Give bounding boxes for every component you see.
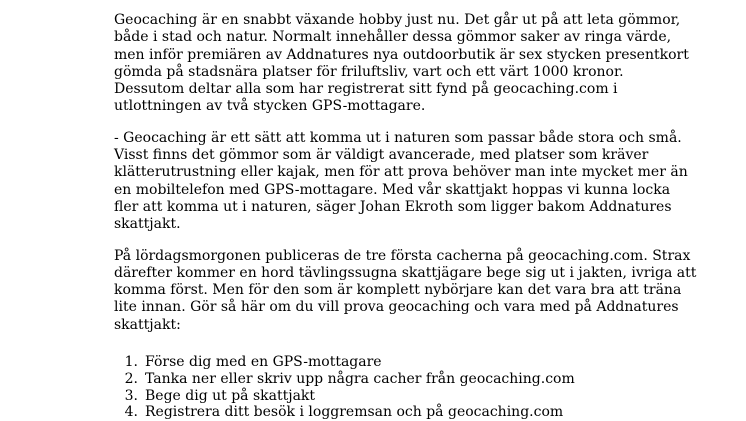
paragraph-line: men inför premiären av Addnatures nya outdoorbutik är sex stycken presentkort bbox=[114, 46, 689, 63]
steps-list bbox=[114, 354, 724, 421]
list-item-number: 3. bbox=[124, 387, 138, 404]
list-item bbox=[114, 354, 724, 371]
list-item-text: Registrera ditt besök i loggremsan och på geocaching.com bbox=[145, 404, 564, 421]
paragraph-line: gömda på stadsnära platser för friluftsliv, vart och ett värt 1000 kronor. bbox=[114, 63, 624, 80]
paragraph-line: Geocaching är en snabbt växande hobby just nu. Det går ut på att leta gömmor, bbox=[114, 12, 681, 28]
paragraph-line: - Geocaching är ett sätt att komma ut i naturen som passar både stora och små. bbox=[114, 129, 682, 146]
list-item bbox=[114, 388, 724, 405]
paragraph-line: Dessutom deltar alla som har registrerat sitt fynd på geocaching.com i bbox=[114, 81, 618, 98]
paragraph-line: skattjakt. bbox=[114, 216, 181, 233]
list-item-text: Tanka ner eller skriv upp några cacher från geocaching.com bbox=[145, 370, 575, 387]
paragraph-line: utlottningen av två stycken GPS-mottagare. bbox=[114, 98, 426, 115]
list-item-number: 4. bbox=[124, 404, 138, 421]
list-item-text: Förse dig med en GPS-mottagare bbox=[145, 354, 382, 371]
paragraph-line: skattjakt: bbox=[114, 316, 181, 333]
paragraph-line: fler att komma ut i naturen, säger Johan Ekroth som ligger bakom Addnatures bbox=[114, 198, 672, 215]
list-item-number: 2. bbox=[124, 370, 138, 387]
paragraph-line: lite innan. Gör så här om du vill prova geocaching och vara med på Addnatures bbox=[114, 299, 679, 316]
intro-paragraph bbox=[114, 12, 724, 116]
paragraph-line: både i stad och natur. Normalt innehåller dessa gömmor saker av ringa värde, bbox=[114, 29, 672, 46]
schedule-paragraph bbox=[114, 248, 724, 334]
list-item bbox=[114, 371, 724, 388]
list-item-number: 1. bbox=[124, 354, 138, 371]
list-item-text: Bege dig ut på skattjakt bbox=[145, 387, 316, 404]
paragraph-line: komma först. Men för den som är komplett nybörjare kan det vara bra att träna bbox=[114, 282, 682, 299]
paragraph-line: därefter kommer en hord tävlingssugna skattjägare bege sig ut i jakten, ivriga att bbox=[114, 264, 697, 281]
quote-paragraph bbox=[114, 130, 724, 234]
paragraph-line: en mobiltelefon med GPS-mottagare. Med vår skattjakt hoppas vi kunna locka bbox=[114, 181, 671, 198]
document-page bbox=[114, 12, 724, 421]
paragraph-line: På lördagsmorgonen publiceras de tre första cacherna på geocaching.com. Strax bbox=[114, 247, 691, 264]
paragraph-line: klätterutrustning eller kajak, men för att prova behöver man inte mycket mer än bbox=[114, 164, 688, 181]
paragraph-line: Visst finns det gömmor som är väldigt avancerade, med platser som kräver bbox=[114, 147, 649, 164]
